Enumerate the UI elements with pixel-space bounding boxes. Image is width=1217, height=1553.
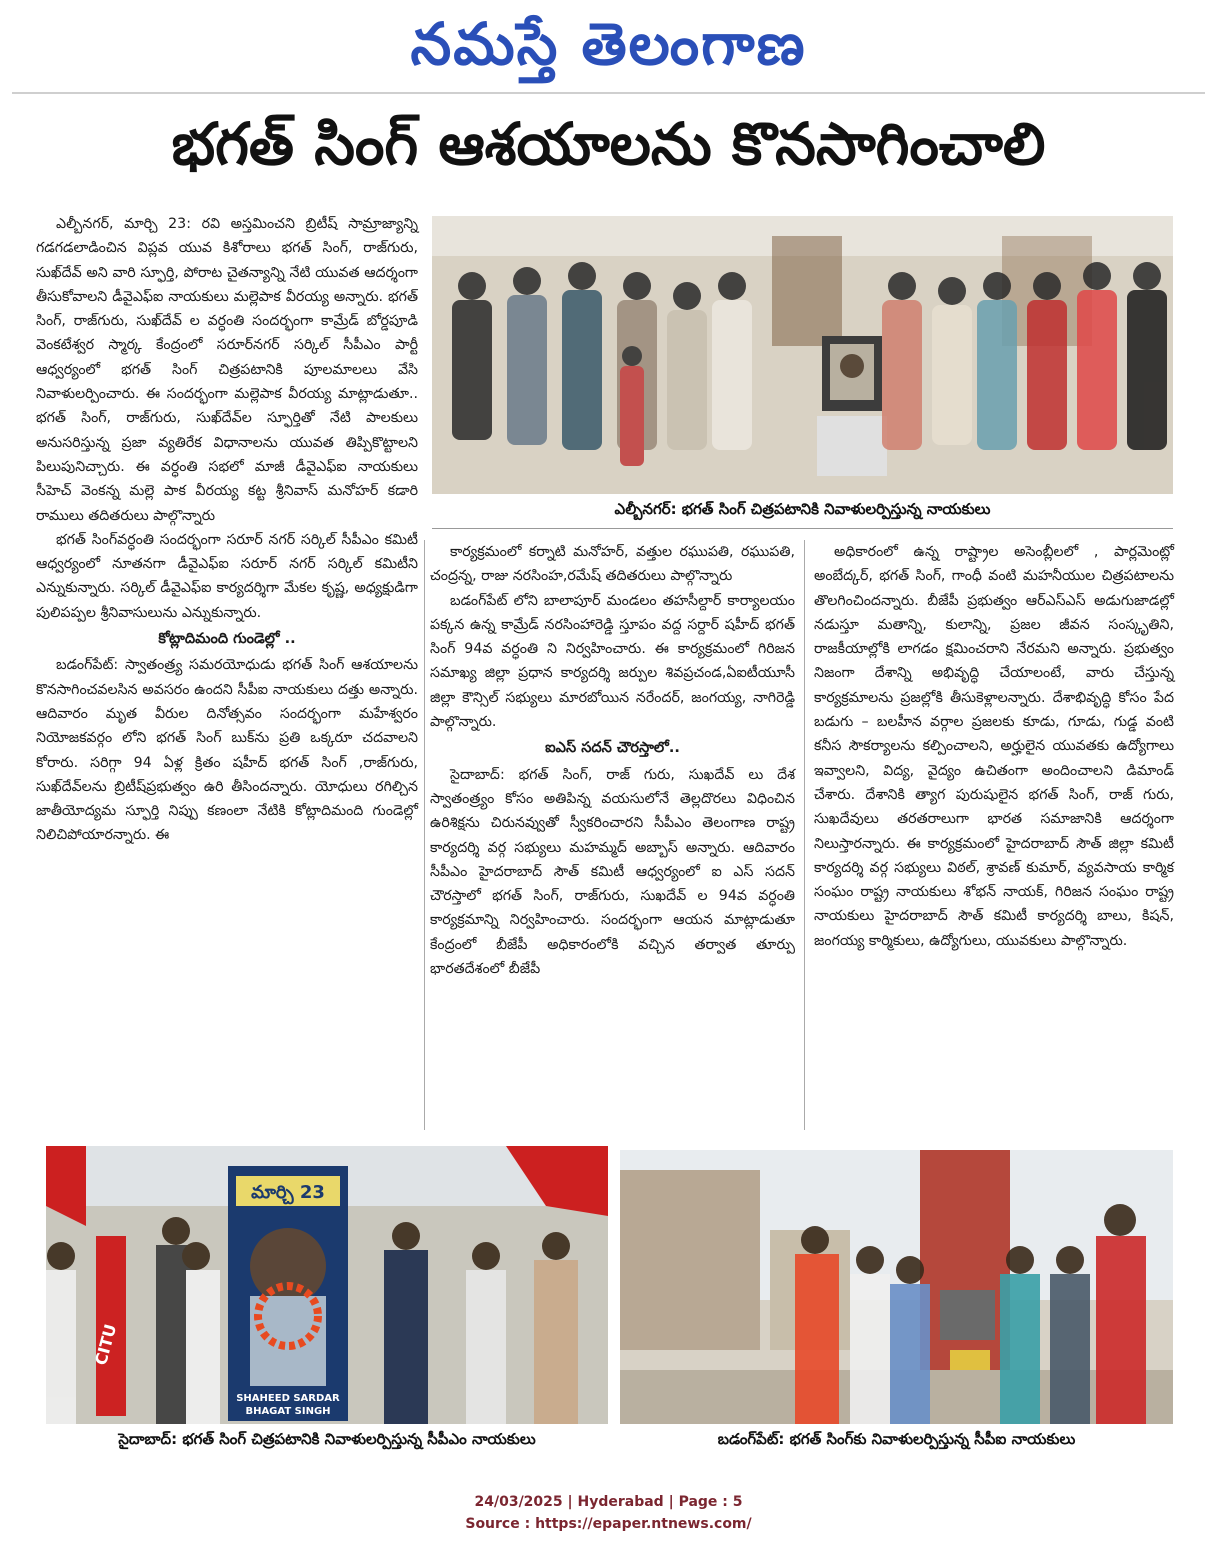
article-column-2	[430, 540, 795, 981]
banner-name-line-2: BHAGAT SINGH	[245, 1406, 331, 1417]
bottom-right-photo-caption: బడంగ్‌పేట్: భగత్ సింగ్‌కు నివాళులర్పిస్తున్న సీపీఐ నాయకులు	[717, 1430, 1076, 1448]
top-photo-caption: ఎల్బీనగర్: భగత్ సింగ్ చిత్రపటానికి నివాళులర్పిస్తున్న నాయకులు	[614, 500, 991, 518]
paragraph: బడంగ్‌పేట్: స్వాతంత్ర్య సమరయోధుడు భగత్ సింగ్ ఆశయాలను కొనసాగించవలసిన అవసరం ఉందని సీపీఐ నాయకులు దత్తు అన్నారు. ఆదివారం మృత వీరుల దినోత్సవం సందర్భంగా మహేశ్వరం నియోజకవర్గం లోని భగత్ సింగ్ బుక్‌ను ప్రతి ఒక్కరూ చదవాలని కోరారు. సరిగ్గా 94 ఏళ్ల క్రితం షహీద్ భగత్ సింగ్ ,రాజ్‌గురు, సుఖ్‌దేవ్‌లను బ్రిటీష్‌ప్రభుత్వం ఉరి తీసిందన్నారు. యోధులు రగిల్చిన జాతీయోద్యమ స్ఫూర్తి నిప్పు కణంలా నేటికి కోట్లాదిమంది గుండెల్లో నిలిచిపోయారన్నారు. ఈ	[36, 657, 418, 844]
footer-dateline: 24/03/2025 | Hyderabad | Page : 5	[474, 1494, 743, 1510]
photo-lbnagar-tribute	[432, 216, 1173, 494]
paragraph: బడంగ్‌పేట్ లోని బాలాపూర్ మండలం తహసీల్దార్ కార్యాలయం పక్కన ఉన్న కామ్రేడ్ నరసింహారెడ్డి స్తూపం వద్ద సర్దార్ షహీద్ భగత్ సింగ్ 94వ వర్ధంతి ని నిర్వహించారు. ఈ కార్యక్రమంలో గిరిజన సమాఖ్య జిల్లా ప్రధాన కార్యదర్శి జర్పుల శివప్రచండ,ఏఐటీయూసీ జిల్లా కౌన్సిల్ సభ్యులు మారబోయిన నరేందర్, జంగయ్య, నాగిరెడ్డి పాల్గొన్నారు.	[430, 592, 795, 731]
article-headline: భగత్ సింగ్ ఆశయాలను కొనసాగించాలి	[171, 110, 1046, 178]
paragraph: భగత్ సింగ్‌వర్ధంతి సందర్భంగా సరూర్ నగర్ సర్కిల్ సీపీఎం కమిటీ ఆధ్వర్యంలో నూతనగా డీవైఎఫ్ఐ సరూర్ నగర్ సర్కిల్ కమిటీని ఎన్నుకున్నారు. సర్కిల్ డీవైఎఫ్ఐ కార్యదర్శిగా మేకల కృష్ణ, అధ్యక్షుడిగా పులిపప్పల శ్రీనివాసులును ఎన్నుకున్నారు.	[36, 531, 418, 621]
photo-badangpet-tribute	[620, 1150, 1173, 1424]
banner-date-text: మార్చి 23	[251, 1182, 325, 1203]
footer-source-link[interactable]: Source : https://epaper.ntnews.com/	[465, 1516, 752, 1532]
paragraph: అధికారంలో ఉన్న రాష్ట్రాల అసెంబ్లీలలో , పార్లమెంట్లో అంబేద్కర్, భగత్ సింగ్, గాంధీ వంటి మహనీయుల చిత్రపటాలను తొలగించిందన్నారు. బీజేపీ ప్రభుత్వం ఆర్ఎస్ఎస్ అడుగుజాడల్లో నడుస్తూ మతాన్ని, కులాన్ని, ప్రజల జీవన సంస్కృతిని, రాజకీయాల్లోకి లాగడం క్షమించరాని నేరమని అన్నారు. ప్రభుత్వం నిజంగా దేశాన్ని అభివృద్ధి చేయాలంటే, వారు చేస్తున్న కార్యక్రమాలను ప్రజల్లోకి తీసుకెళ్లాలన్నారు. దేశాభివృద్ధి కోసం పేద బడుగు – బలహీన వర్గాల ప్రజలకు కూడు, గూడు, గుడ్డ వంటి కనీస సౌకర్యాలను కల్పించాలని, అర్హులైన యువతకు ఉద్యోగాలు ఇవ్వాలని, విద్య, వైద్యం ఉచితంగా అందించాలని డిమాండ్ చేశారు. దేశానికి త్యాగ పురుషులైన భగత్ సింగ్, రాజ్ గురు, సుఖదేవులు తరతరాలుగా భారత సమాజానికి ఆదర్శంగా నిలుస్తారన్నారు. ఈ కార్యక్రమంలో హైదరాబాద్ సౌత్ జిల్లా కమిటీ కార్యదర్శి వర్గ సభ్యులు విఠల్, శ్రావణ్ కుమార్, వ్యవసాయ కార్మిక సంఘం రాష్ట్ర నాయకులు శోభన్ నాయక్, గిరిజన సంఘం రాష్ట్ర నాయకులు హైదరాబాద్ సౌత్ కమిటీ కార్యదర్శి బాలు, కిషన్, జంగయ్య కార్మికులు, ఉద్యోగులు, యువకులు పాల్గొన్నారు.	[814, 544, 1174, 949]
paragraph: సైదాబాద్: భగత్ సింగ్, రాజ్ గురు, సుఖదేవ్ లు దేశ స్వాతంత్ర్యం కోసం అతిపిన్న వయసులోనే తెల్లదొరలు విధించిన ఉరిశిక్షను చిరునవ్వుతో స్వీకరించారని సీపీఎం తెలంగాణ రాష్ట్ర కార్యదర్శి వర్గ సభ్యులు మహమ్మద్ అబ్బాస్ అన్నారు. ఆదివారం సీపీఎం హైదరాబాద్ సౌత్ కమిటీ ఆధ్వర్యంలో ఐ ఎస్ సదన్ చౌరస్తాలో భగత్ సింగ్, రాజ్‌గురు, సుఖదేవ్ ల 94వ వర్ధంతి కార్యక్రమాన్ని నిర్వహించారు. సందర్భంగా ఆయన మాట్లాడుతూ కేంద్రంలో బీజేపీ అధికారంలోకి వచ్చిన తర్వాత తూర్పు భారతదేశంలో బీజేపీ	[430, 766, 795, 978]
article-column-3	[814, 540, 1174, 953]
citu-sash-text: CITU	[91, 1322, 121, 1368]
column-divider	[424, 540, 425, 1130]
subheading: కోట్లాదిమంది గుండెల్లో ..	[158, 631, 296, 648]
caption-divider	[432, 528, 1173, 529]
paragraph: కార్యక్రమంలో కర్నాటి మనోహర్, వత్తుల రఘుపతి, రఘుపతి, చంద్రన్న, రాజు నరసింహ,రమేష్ తదితరులు పాల్గొన్నారు	[430, 544, 795, 585]
column-divider	[804, 540, 805, 1130]
paragraph: ఎల్బీనగర్, మార్చి 23: రవి అస్తమించని బ్రిటీష్ సామ్రాజ్యాన్ని గడగడలాడించిన విప్లవ యువ కిశోరాలు భగత్ సింగ్, రాజ్‌గురు, సుఖ్‌దేవ్ అని వారి స్ఫూర్తి, పోరాట చైతన్యాన్ని నేటి యువత ఆదర్శంగా తీసుకోవాలని డీవైఎఫ్ఐ నాయకులు మల్లెపాక వీరయ్య అన్నారు. భగత్ సింగ్, రాజ్‌గురు, సుఖ్‌దేవ్ ల వర్ధంతి సందర్భంగా కామ్రేడ్ బోర్డపూడి వెంకటేశ్వర స్మార్క కేంద్రంలో సరూర్‌నగర్ సర్కిల్ సీపీఎం పార్టీ ఆధ్వర్యంలో భగత్ సింగ్ చిత్రపటానికి పూలమాలలు వేసి నివాళులర్పించారు. ఈ సందర్భంగా మల్లెపాక వీరయ్య మాట్లాడుతూ.. భగత్ సింగ్, రాజ్‌గురు, సుఖ్‌దేవ్‌ల స్ఫూర్తితో నేటి పాలకులు అనుసరిస్తున్న ప్రజా వ్యతిరేక విధానాలను యువత తిప్పికొట్టాలని పిలుపునిచ్చారు. ఈ వర్ధంతి సభలో మాజీ డీవైఎఫ్ఐ నాయకులు సీహెచ్ వెంకన్న మల్లె పాక వీరయ్య కట్ట శ్రీనివాస్ మనోహర్ కడారి రాములు తదితరులు పాల్గొన్నారు	[36, 216, 418, 524]
photo-saidabad-tribute	[46, 1146, 608, 1424]
masthead-logo: నమస్తే తెలంగాణ	[410, 10, 807, 78]
bottom-left-photo-caption: సైదాబాద్: భగత్ సింగ్ చిత్రపటానికి నివాళులర్పిస్తున్న సీపీఎం నాయకులు	[118, 1430, 536, 1448]
article-column-1	[36, 212, 418, 848]
subheading: ఐఎస్ సదన్ చౌరస్తాలో..	[545, 740, 680, 757]
banner-name-line-1: SHAHEED SARDAR	[236, 1393, 340, 1404]
masthead-divider	[12, 92, 1205, 94]
